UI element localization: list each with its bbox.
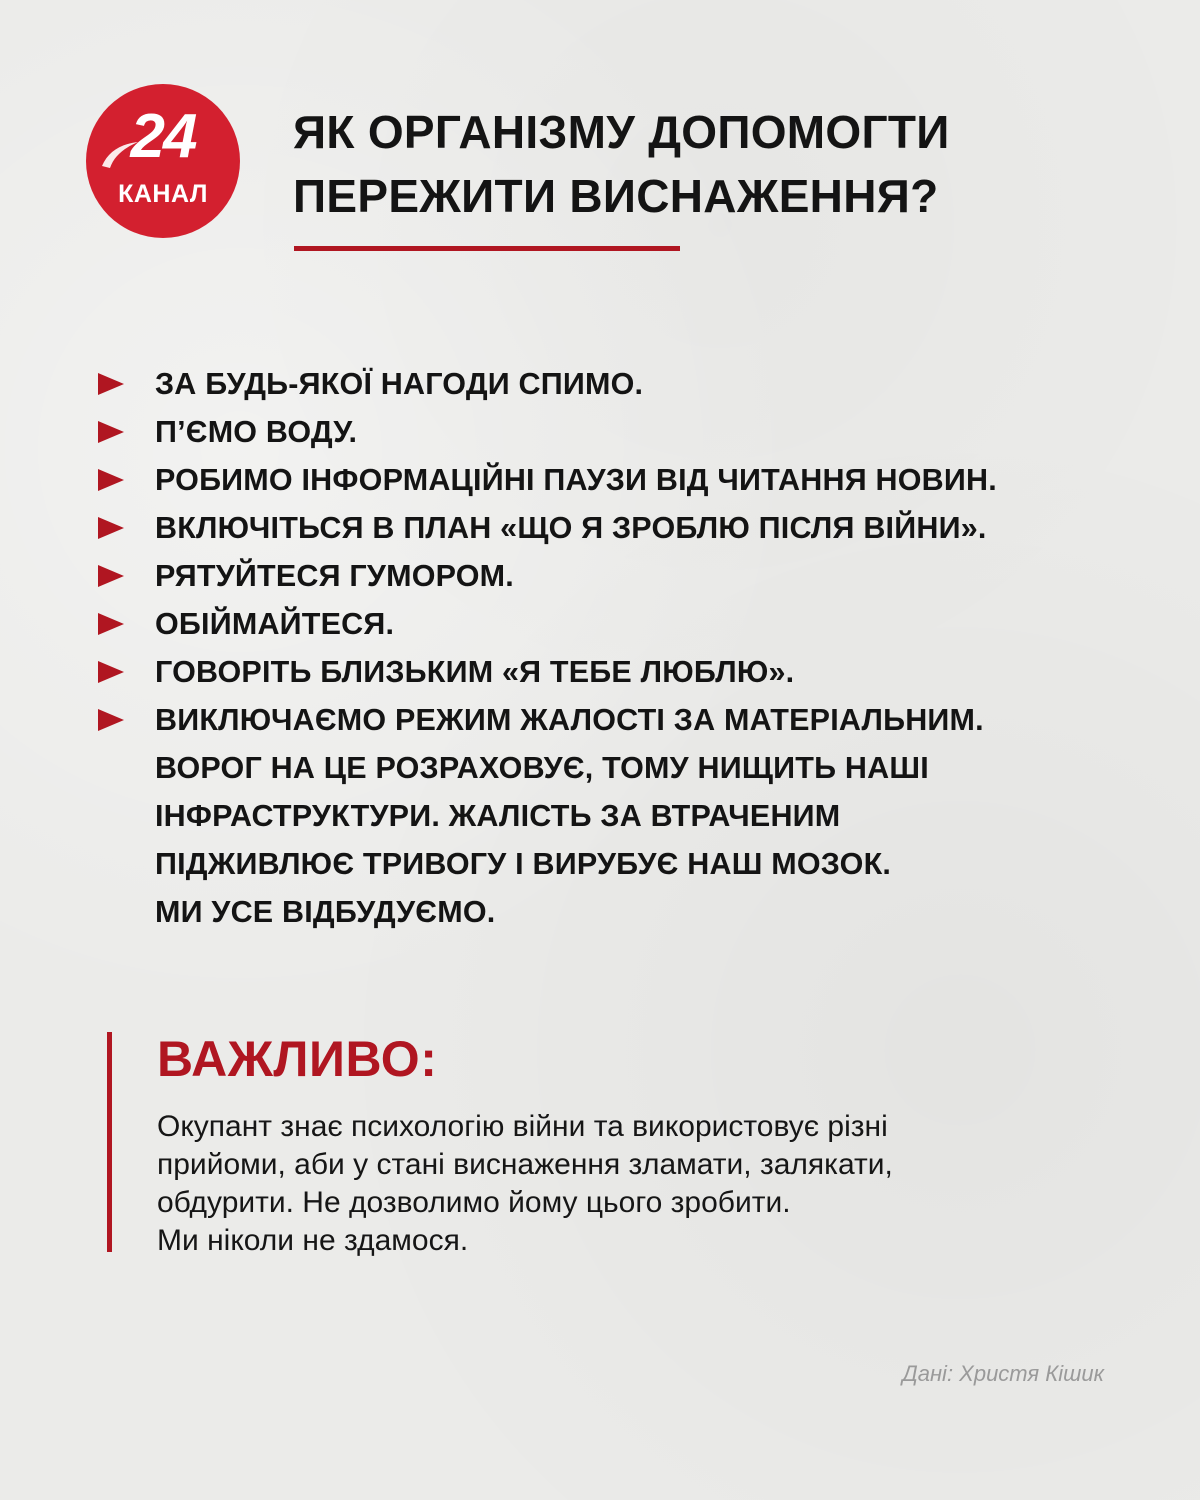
important-body (157, 1108, 1157, 1260)
tip-text: РОБИМО ІНФОРМАЦІЙНІ ПАУЗИ ВІД ЧИТАННЯ НОВИН. (155, 463, 997, 497)
tip-text: ЗА БУДЬ-ЯКОЇ НАГОДИ СПИМО. (155, 367, 644, 401)
list-item (98, 696, 1158, 936)
title-line: ПЕРЕЖИТИ ВИСНАЖЕННЯ? (293, 170, 939, 222)
logo-number: 24 (130, 102, 196, 171)
title-underline (294, 246, 680, 251)
triangle-bullet-icon (98, 421, 124, 443)
triangle-bullet-icon (98, 565, 124, 587)
list-item (98, 504, 1158, 552)
list-item (98, 408, 1158, 456)
triangle-bullet-icon (98, 661, 124, 683)
list-item (98, 648, 1158, 696)
tip-text: ОБІЙМАЙТЕСЯ. (155, 607, 395, 641)
important-line: обдурити. Не дозволимо йому цього зробити. (157, 1186, 791, 1219)
tip-text: П’ЄМО ВОДУ. (155, 415, 358, 449)
triangle-bullet-icon (98, 517, 124, 539)
list-item (98, 600, 1158, 648)
triangle-bullet-icon (98, 469, 124, 491)
source-credit: Дані: Христя Кішик (902, 1361, 1104, 1386)
triangle-bullet-icon (98, 373, 124, 395)
list-item (98, 360, 1158, 408)
important-line: прийоми, аби у стані виснаження зламати, залякати, (157, 1148, 893, 1181)
list-item (98, 552, 1158, 600)
logo-word: КАНАЛ (118, 180, 208, 208)
important-heading: ВАЖЛИВО: (157, 1031, 438, 1087)
tips-list (98, 360, 1158, 936)
tip-text: ВКЛЮЧІТЬСЯ В ПЛАН «ЩО Я ЗРОБЛЮ ПІСЛЯ ВІЙНИ». (155, 511, 987, 545)
tip-text: ГОВОРІТЬ БЛИЗЬКИМ «Я ТЕБЕ ЛЮБЛЮ». (155, 655, 795, 689)
triangle-bullet-icon (98, 709, 124, 731)
tip-text: РЯТУЙТЕСЯ ГУМОРОМ. (155, 559, 514, 593)
channel-logo (86, 84, 240, 238)
important-line: Окупант знає психологію війни та використовує різні (157, 1110, 888, 1143)
triangle-bullet-icon (98, 613, 124, 635)
title-line: ЯК ОРГАНІЗМУ ДОПОМОГТИ (293, 106, 950, 158)
list-item (98, 456, 1158, 504)
tip-text: ВИКЛЮЧАЄМО РЕЖИМ ЖАЛОСТІ ЗА МАТЕРІАЛЬНИМ. ВОРОГ НА ЦЕ РОЗРАХОВУЄ, ТОМУ НИЩИТЬ НАШІ ІНФРАСТРУКТУРИ. ЖАЛІСТЬ ЗА ВТРАЧЕНИМ ПІДЖИВЛЮЄ ТРИВОГУ І ВИРУБУЄ НАШ МОЗОК. МИ УСЕ ВІДБУДУЄМО. (155, 703, 984, 929)
important-line: Ми ніколи не здамося. (157, 1224, 469, 1257)
important-accent-bar (107, 1032, 112, 1252)
page-title (293, 100, 1173, 228)
